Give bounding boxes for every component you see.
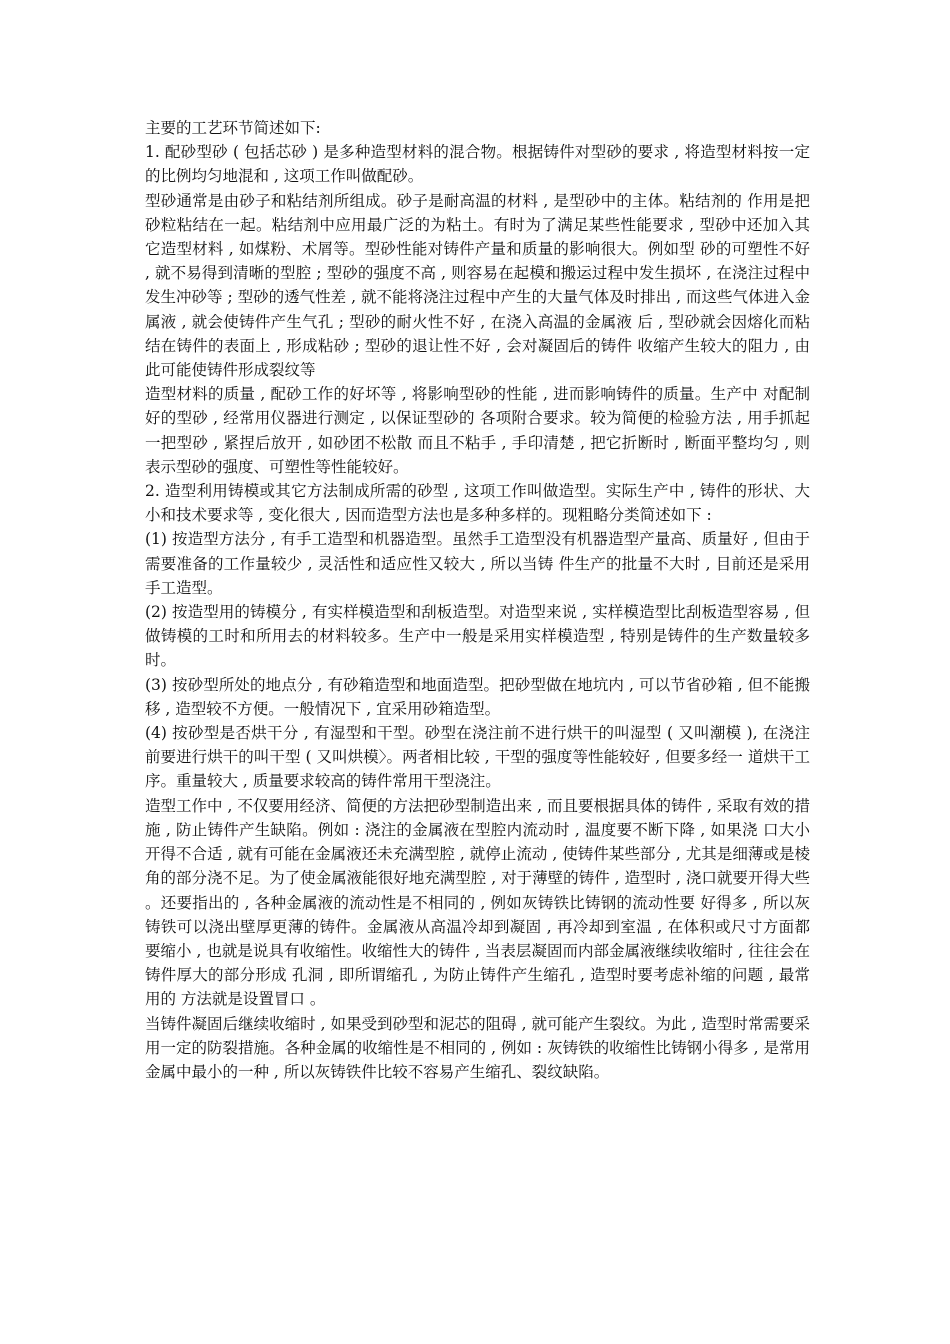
paragraph-cracking: 当铸件凝固后继续收缩时 , 如果受到砂型和泥芯的阻碍 , 就可能产生裂纹。为此 , 造型时常需要采用一定的防裂措施。各种金属的收缩性是不相同的 , 例如 : 灰铸铁的收缩性比铸钢小得多 , 是常用金属中最小的一种 , 所以灰铸铁件比较不容易产生缩孔、裂纹缺陷。 <box>145 1014 810 1081</box>
paragraph-molding: 2. 造型利用铸模或其它方法制成所需的砂型 , 这项工作叫做造型。实际生产中 , 铸件的形状、大小和技术要求等 , 变化很大 , 因而造型方法也是多种多样的。现粗略分类简述如下 : <box>145 482 810 525</box>
paragraph-molding-method: (1) 按造型方法分 , 有手工造型和机器造型。虽然手工造型没有机器造型产量高、质量好 , 但由于需要准备的工作量较少 , 灵活性和适应性又较大 , 所以当铸 件生产的批量不大时 , 目前还是采用手工造型。 <box>145 530 810 597</box>
intro-heading: 主要的工艺环节简述如下: <box>145 119 321 137</box>
paragraph-sand-quality: 造型材料的质量 , 配砂工作的好坏等 , 将影响型砂的性能 , 进而影响铸件的质量。生产中 对配制好的型砂 , 经常用仪器进行测定 , 以保证型砂的 各项附合要求。较为简便的检验方法 , 用手抓起一把型砂 , 紧捏后放开 , 如砂团不松散 而且不粘手 , 手印清楚 , 把它折断时 , 断面平整均匀 , 则 表示型砂的强度、可塑性等性能较好。 <box>145 385 810 476</box>
paragraph-molding-pattern: (2) 按造型用的铸模分 , 有实样模造型和刮板造型。对造型来说 , 实样模造型比刮板造型容易 , 但做铸模的工时和所用去的材料较多。生产中一般是采用实样模造型 , 特别是铸件的生产数量较多时。 <box>145 603 810 670</box>
paragraph-molding-drying: (4) 按砂型是否烘干分 , 有湿型和干型。砂型在浇注前不进行烘干的叫湿型 ( 又叫潮模 ), 在浇注前要进行烘干的叫干型 ( 又叫烘模〉。两者相比较 , 干型的强度等性能较好 , 但要多经一 道烘干工序。重量较大 , 质量要求较高的铸件常用干型浇注。 <box>145 724 810 791</box>
paragraph-molding-location: (3) 按砂型所处的地点分 , 有砂箱造型和地面造型。把砂型做在地坑内 , 可以节省砂箱 , 但不能搬移 , 造型较不方便。一般情况下 , 宜采用砂箱造型。 <box>145 675 810 718</box>
document-body <box>145 116 810 1084</box>
paragraph-sand-mixing: 1. 配砂型砂 ( 包括芯砂 ) 是多种造型材料的混合物。根据铸件对型砂的要求 , 将造型材料按一定的比例均匀地混和 , 这项工作叫做配砂。 <box>145 143 810 186</box>
paragraph-molding-defects: 造型工作中 , 不仅要用经济、简便的方法把砂型制造出来 , 而且要根据具体的铸件 , 采取有效的措施 , 防止铸件产生缺陷。例如 : 浇注的金属液在型腔内流动时 , 温度要不断下降 , 如果浇 口大小开得不合适 , 就有可能在金属液还未充满型腔 , 就停止流动 , 使铸件某些部分 , 尤其是细薄或是棱角的部分浇不足。为了使金属液能很好地充满型腔 , 对于薄壁的铸件 , 造型时 , 浇口就要开得大些。还要指出的 , 各种金属液的流动性是不相同的 , 例如灰铸铁比铸钢的流动性要 好得多 , 所以灰铸铁可以浇出壁厚更薄的铸件。金属液从高温冷却到凝固 , 再冷却到室温 , 在体积或尺寸方面都要缩小 , 也就是说具有收缩性。收缩性大的铸件 , 当表层凝固而内部金属液继续收缩时 , 往往会在铸件厚大的部分形成 孔洞 , 即所谓缩孔 , 为防止铸件产生缩孔 , 造型时要考虑补缩的问题 , 最常用的 方法就是设置冒口 。 <box>145 796 810 1009</box>
paragraph-sand-composition: 型砂通常是由砂子和粘结剂所组成。砂子是耐高温的材料 , 是型砂中的主体。粘结剂的 作用是把砂粒粘结在一起。粘结剂中应用最广泛的为粘土。有时为了满足某些性能要求 , 型砂中还加入其它造型材料 , 如煤粉、术屑等。型砂性能对铸件产量和质量的影响很大。例如型 砂的可塑性不好 , 就不易得到清晰的型腔 ; 型砂的强度不高 , 则容易在起模和搬运过程中发生损坏 , 在浇注过程中发生冲砂等 ; 型砂的透气性差 , 就不能将浇注过程中产生的大量气体及时排出 , 而这些气体进入金属液 , 就会使铸件产生气孔 ; 型砂的耐火性不好 , 在浇入高温的金属液 后 , 型砂就会因熔化而粘结在铸件的表面上 , 形成粘砂 ; 型砂的退让性不好 , 会对凝固后的铸件 收缩产生较大的阻力 , 由此可能使铸件形成裂纹等 <box>145 191 810 380</box>
